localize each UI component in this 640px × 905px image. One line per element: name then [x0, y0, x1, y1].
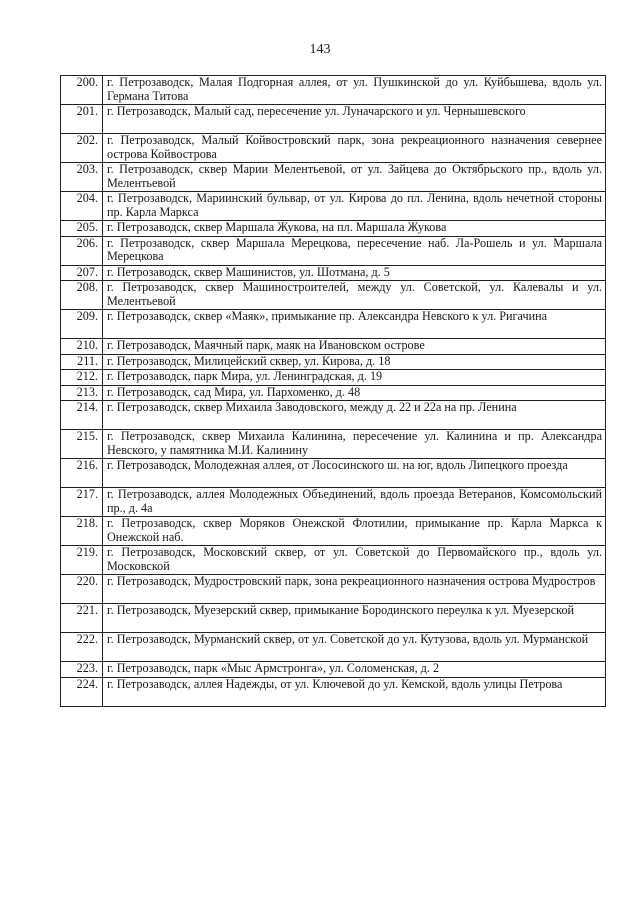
row-number: 200.	[61, 76, 103, 105]
row-address: г. Петрозаводск, Маячный парк, маяк на Ивановском острове	[103, 339, 606, 355]
table-row	[61, 546, 606, 575]
table-row	[61, 459, 606, 488]
row-number: 206.	[61, 236, 103, 265]
row-number: 211.	[61, 354, 103, 370]
row-address: г. Петрозаводск, сквер Марии Мелентьевой, от ул. Зайцева до Октябрьского пр., вдоль ул. Мелентьевой	[103, 163, 606, 192]
row-address: г. Петрозаводск, сквер «Маяк», примыкание пр. Александра Невского к ул. Ригачина	[103, 310, 606, 339]
row-number: 223.	[61, 662, 103, 678]
row-address: г. Петрозаводск, Малый Койвостровский парк, зона рекреационного назначения севернее острова Койвострова	[103, 134, 606, 163]
table-row	[61, 281, 606, 310]
row-address: г. Петрозаводск, Мариинский бульвар, от ул. Кирова до пл. Ленина, вдоль нечетной стороны пр. Карла Маркса	[103, 192, 606, 221]
row-number: 205.	[61, 221, 103, 237]
table-row	[61, 163, 606, 192]
row-number: 213.	[61, 385, 103, 401]
row-number: 216.	[61, 459, 103, 488]
row-number: 215.	[61, 430, 103, 459]
table-row	[61, 517, 606, 546]
row-number: 204.	[61, 192, 103, 221]
table-row	[61, 677, 606, 706]
row-address: г. Петрозаводск, парк Мира, ул. Ленинградская, д. 19	[103, 370, 606, 386]
row-address: г. Петрозаводск, сквер Машинистов, ул. Шотмана, д. 5	[103, 265, 606, 281]
row-address: г. Петрозаводск, сквер Машиностроителей, между ул. Советской, ул. Калевалы и ул. Мелентьевой	[103, 281, 606, 310]
table-row	[61, 354, 606, 370]
row-number: 222.	[61, 633, 103, 662]
table-row	[61, 236, 606, 265]
row-number: 219.	[61, 546, 103, 575]
table-row	[61, 604, 606, 633]
row-address: г. Петрозаводск, аллея Молодежных Объединений, вдоль проезда Ветеранов, Комсомольский пр., д. 4а	[103, 488, 606, 517]
table-row	[61, 401, 606, 430]
row-address: г. Петрозаводск, Мудростровский парк, зона рекреационного назначения острова Мудростров	[103, 575, 606, 604]
table-row	[61, 430, 606, 459]
table-row	[61, 575, 606, 604]
table-row	[61, 192, 606, 221]
row-address: г. Петрозаводск, Малая Подгорная аллея, от ул. Пушкинской до ул. Куйбышева, вдоль ул. Германа Титова	[103, 76, 606, 105]
parks-table	[60, 75, 606, 707]
row-address: г. Петрозаводск, Молодежная аллея, от Лососинского ш. на юг, вдоль Липецкого проезда	[103, 459, 606, 488]
table-row	[61, 221, 606, 237]
row-number: 201.	[61, 105, 103, 134]
row-address: г. Петрозаводск, Малый сад, пересечение ул. Луначарского и ул. Чернышевского	[103, 105, 606, 134]
row-address: г. Петрозаводск, аллея Надежды, от ул. Ключевой до ул. Кемской, вдоль улицы Петрова	[103, 677, 606, 706]
row-address: г. Петрозаводск, Милицейский сквер, ул. Кирова, д. 18	[103, 354, 606, 370]
table-row	[61, 310, 606, 339]
row-number: 209.	[61, 310, 103, 339]
table-row	[61, 370, 606, 386]
parks-table-body	[61, 76, 606, 707]
row-address: г. Петрозаводск, Московский сквер, от ул. Советской до Первомайского пр., вдоль ул. Московской	[103, 546, 606, 575]
row-number: 217.	[61, 488, 103, 517]
table-row	[61, 385, 606, 401]
table-row	[61, 339, 606, 355]
row-address: г. Петрозаводск, сквер Моряков Онежской Флотилии, примыкание пр. Карла Маркса к Онежской наб.	[103, 517, 606, 546]
row-address: г. Петрозаводск, сквер Маршала Мерецкова, пересечение наб. Ла-Рошель и ул. Маршала Мерецкова	[103, 236, 606, 265]
row-number: 210.	[61, 339, 103, 355]
row-number: 220.	[61, 575, 103, 604]
table-row	[61, 662, 606, 678]
row-number: 214.	[61, 401, 103, 430]
table-row	[61, 134, 606, 163]
row-number: 202.	[61, 134, 103, 163]
row-number: 208.	[61, 281, 103, 310]
row-address: г. Петрозаводск, сквер Маршала Жукова, на пл. Маршала Жукова	[103, 221, 606, 237]
row-number: 221.	[61, 604, 103, 633]
page-number: 143	[309, 42, 331, 57]
row-address: г. Петрозаводск, Мурманский сквер, от ул. Советской до ул. Кутузова, вдоль ул. Мурманской	[103, 633, 606, 662]
row-number: 224.	[61, 677, 103, 706]
row-address: г. Петрозаводск, сад Мира, ул. Пархоменко, д. 48	[103, 385, 606, 401]
row-address: г. Петрозаводск, Муезерский сквер, примыкание Бородинского переулка к ул. Муезерской	[103, 604, 606, 633]
row-number: 218.	[61, 517, 103, 546]
row-number: 207.	[61, 265, 103, 281]
table-row	[61, 488, 606, 517]
table-row	[61, 105, 606, 134]
row-address: г. Петрозаводск, сквер Михаила Заводовского, между д. 22 и 22а на пр. Ленина	[103, 401, 606, 430]
row-address: г. Петрозаводск, парк «Мыс Армстронга», ул. Соломенская, д. 2	[103, 662, 606, 678]
table-row	[61, 265, 606, 281]
row-number: 203.	[61, 163, 103, 192]
row-number: 212.	[61, 370, 103, 386]
table-row	[61, 633, 606, 662]
row-address: г. Петрозаводск, сквер Михаила Калинина, пересечение ул. Калинина и пр. Александра Невского, у памятника М.И. Калинину	[103, 430, 606, 459]
table-row	[61, 76, 606, 105]
